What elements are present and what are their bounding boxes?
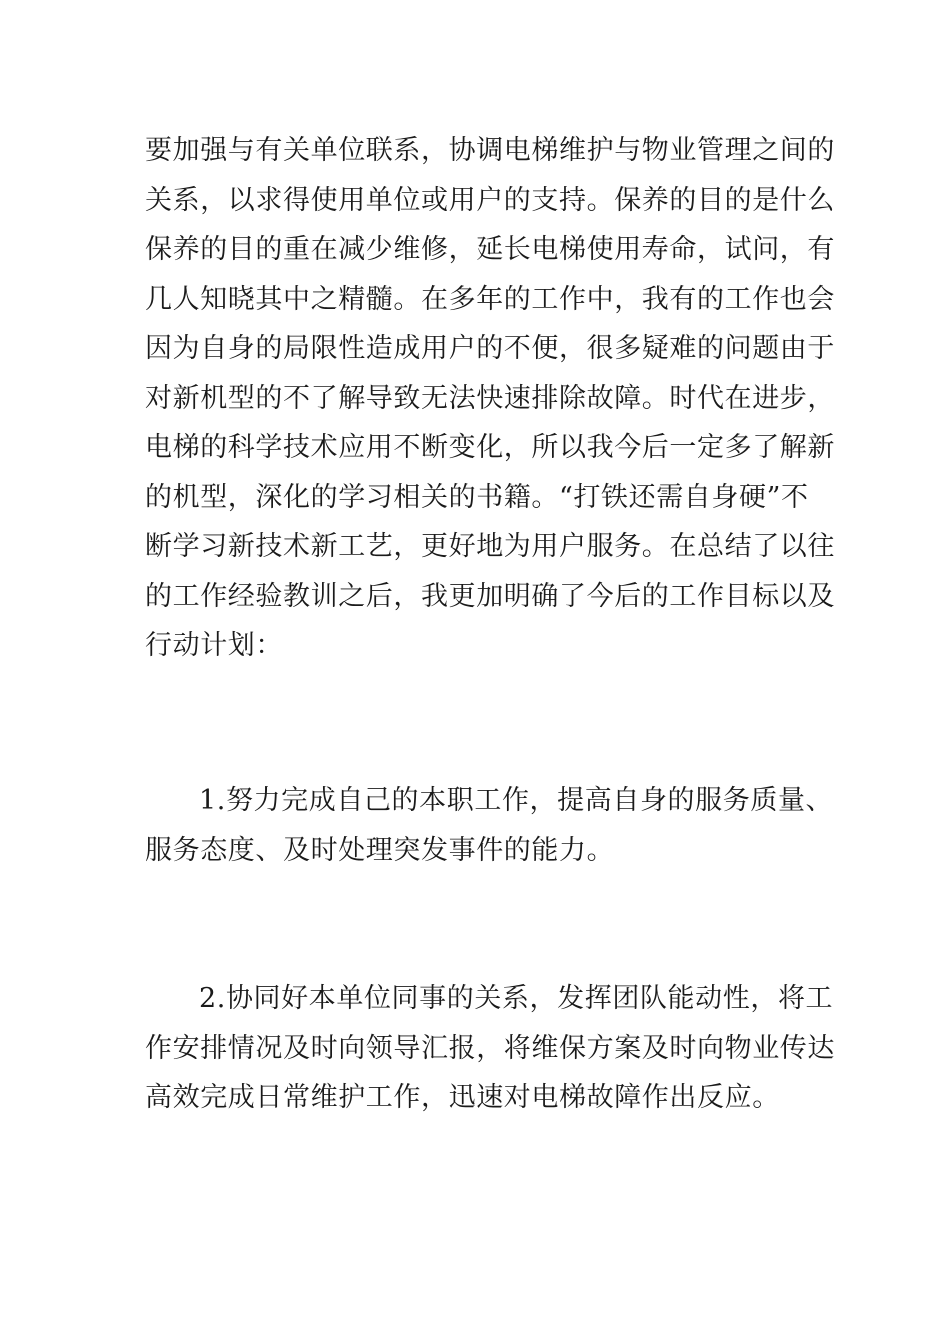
list-item-2 <box>145 974 835 1123</box>
text-line: 的工作经验教训之后，我更加明确了今后的工作目标以及 <box>145 580 835 612</box>
intro-paragraph <box>145 126 835 671</box>
text-line: 断学习新技术新工艺，更好地为用户服务。在总结了以往 <box>145 531 835 562</box>
text-line: 因为自身的局限性造成用户的不便，很多疑难的问题由于 <box>145 333 835 364</box>
text-line: 1.努力完成自己的本职工作，提高自身的服务质量、 <box>199 785 834 816</box>
text-line: 保养的目的重在减少维修，延长电梯使用寿命，试问，有 <box>145 234 835 265</box>
text-line: 高效完成日常维护工作，迅速对电梯故障作出反应。 <box>145 1082 780 1113</box>
text-line: 行动计划： <box>145 630 283 661</box>
list-item-1 <box>145 776 834 875</box>
text-line: 作安排情况及时向领导汇报，将维保方案及时向物业传达 <box>145 1032 835 1064</box>
text-line: 的机型，深化的学习相关的书籍。“打铁还需自身硬”不 <box>145 481 809 513</box>
text-line: 要加强与有关单位联系，协调电梯维护与物业管理之间的 <box>145 135 835 166</box>
text-line: 2.协同好本单位同事的关系，发挥团队能动性，将工 <box>199 983 834 1014</box>
text-line: 服务态度、及时处理突发事件的能力。 <box>145 834 615 866</box>
text-line: 电梯的科学技术应用不断变化，所以我今后一定多了解新 <box>145 432 835 463</box>
text-line: 几人知晓其中之精髓。在多年的工作中，我有的工作也会 <box>145 283 835 315</box>
text-line: 关系，以求得使用单位或用户的支持。保养的目的是什么 <box>145 184 835 216</box>
text-line: 对新机型的不了解导致无法快速排除故障。时代在进步， <box>145 382 835 414</box>
